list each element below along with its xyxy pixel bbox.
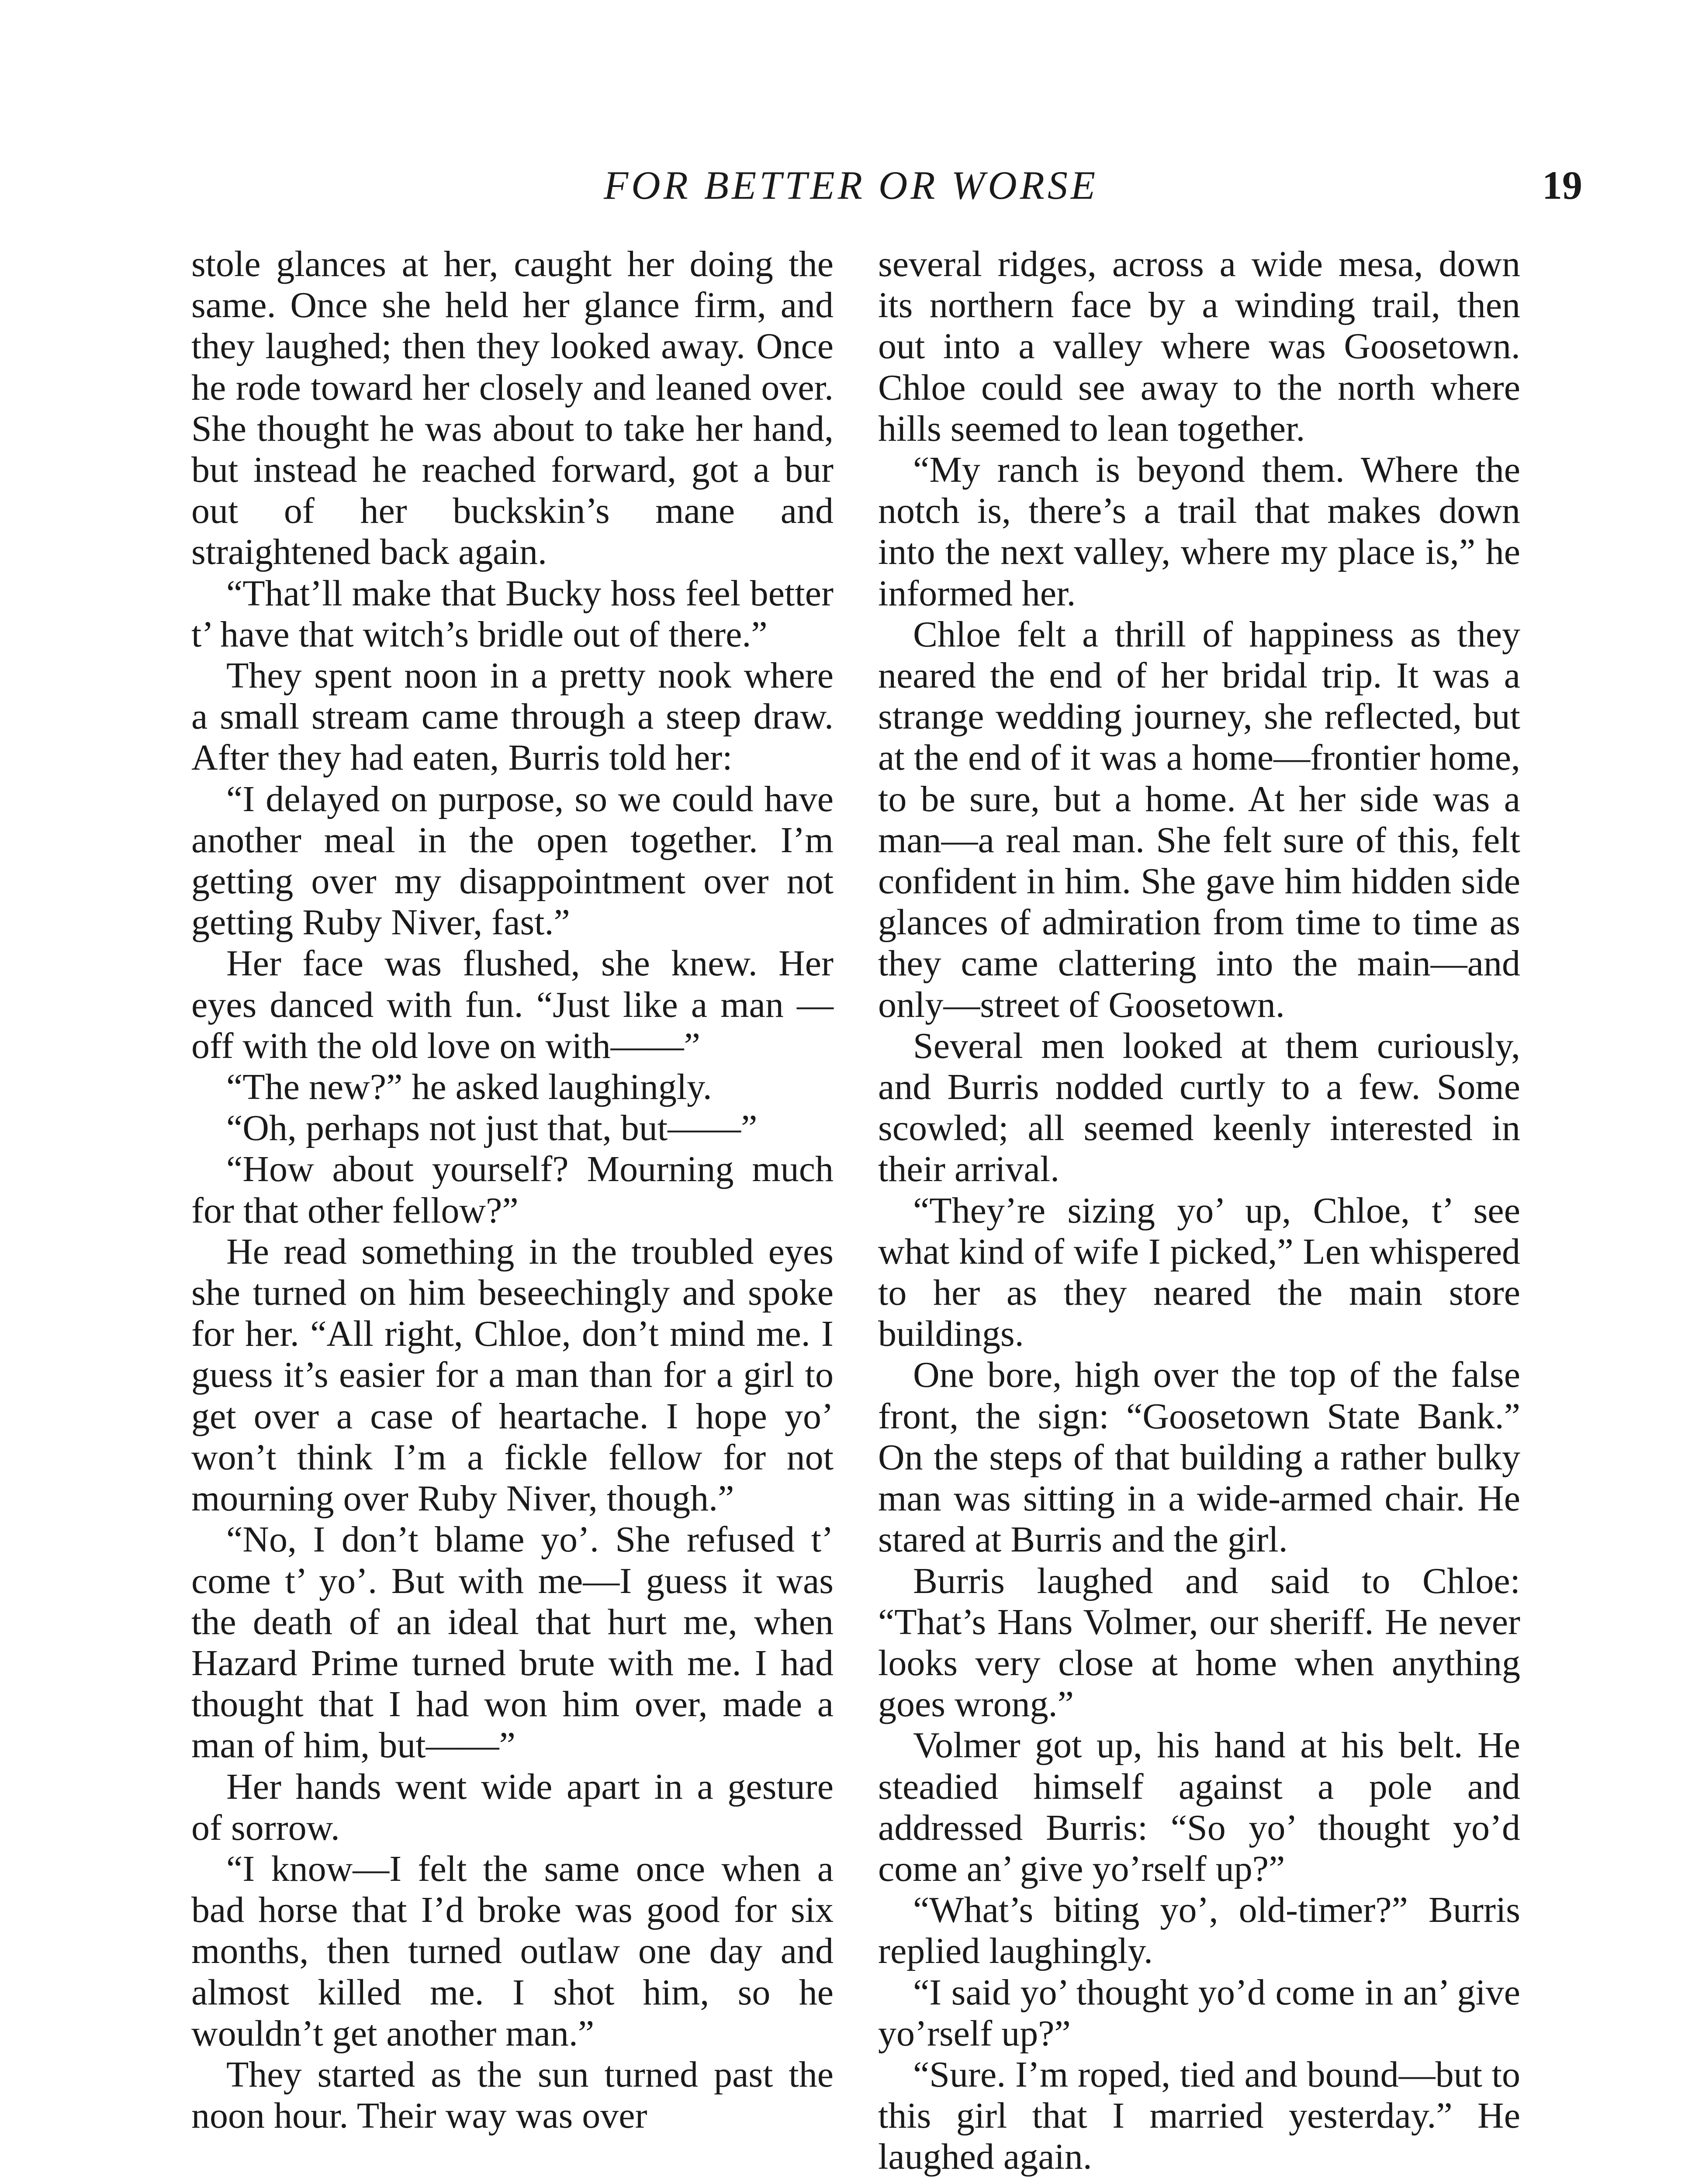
paragraph: “Oh, perhaps not just that, but——” (226, 1108, 758, 1149)
paragraph: “I know—I felt the same once when a bad horse that I’d broke was good for six months, then turned outlaw one day and almost killed me. I shot him, so he wouldn’t get another man.” (191, 1848, 834, 2054)
paragraph: several ridges, across a wide mesa, down its northern face by a winding trail, then out into a valley where was Goosetown. Chloe could see away to the north where hills seemed to lean together. (878, 244, 1520, 449)
paragraph: “They’re sizing yo’ up, Chloe, t’ see what kind of wife I picked,” Len whispered to her as they neared the main store buildings. (878, 1190, 1520, 1355)
paragraph: Her face was flushed, she knew. Her eyes danced with fun. “Just like a man —off with the old love on with——” (191, 943, 834, 1066)
paragraph: “The new?” he asked laughingly. (226, 1067, 712, 1108)
paragraph: “What’s biting yo’, old-timer?” Burris replied laughingly. (878, 1890, 1520, 1972)
paragraph: Several men looked at them curiously, and Burris nodded curtly to a few. Some scowled; all seemed keenly interested in their arrival. (878, 1025, 1520, 1190)
paragraph: “I delayed on purpose, so we could have another meal in the open together. I’m getting over my disappointment over not getting Ruby Niver, fast.” (191, 778, 834, 943)
paragraph: One bore, high over the top of the false front, the sign: “Goosetown State Bank.” On the steps of that building a rather bulky man was sitting in a wide-armed chair. He stared at Burris and the girl. (878, 1355, 1520, 1560)
right-text-column (878, 244, 1520, 2178)
paragraph: “No, I don’t blame yo’. She refused t’ come t’ yo’. But with me—I guess it was the death of an ideal that hurt me, when Hazard Prime turned brute with me. I had thought that I had won him over, made a man of him, but——” (191, 1519, 834, 1766)
paragraph: Burris laughed and said to Chloe: “That’s Hans Volmer, our sheriff. He never looks very close at home when anything goes wrong.” (878, 1560, 1520, 1725)
paragraph: “That’ll make that Bucky hoss feel better t’ have that witch’s bridle out of there.” (191, 573, 834, 655)
paragraph: He read something in the troubled eyes she turned on him beseechingly and spoke for her. “All right, Chloe, don’t mind me. I guess it’s easier for a man than for a girl to get over a case of heartache. I hope yo’ won’t think I’m a fickle fellow for not mourning over Ruby Niver, though.” (191, 1231, 834, 1519)
running-header-title: FOR BETTER OR WORSE (603, 163, 1099, 207)
paragraph: “Sure. I’m roped, tied and bound—but to this girl that I married yesterday.” He laughed again. (878, 2054, 1520, 2177)
paragraph: They spent noon in a pretty nook where a small stream came through a steep draw. After they had eaten, Burris told her: (191, 655, 834, 778)
paragraph: stole glances at her, caught her doing the same. Once she held her glance firm, and they laughed; then they looked away. Once he rode toward her closely and leaned over. She thought he was about to take her hand, but instead he reached forward, got a bur out of her buckskin’s mane and straightened back again. (191, 244, 834, 573)
left-text-column (191, 244, 834, 2136)
paragraph: “I said yo’ thought yo’d come in an’ give yo’rself up?” (878, 1972, 1520, 2054)
paragraph: Volmer got up, his hand at his belt. He steadied himself against a pole and addressed Burris: “So yo’ thought yo’d come an’ give yo’rself up?” (878, 1725, 1520, 1889)
paragraph: They started as the sun turned past the noon hour. Their way was over (191, 2054, 834, 2136)
paragraph: Chloe felt a thrill of happiness as they neared the end of her bridal trip. It was a strange wedding journey, she reflected, but at the end of it was a home—frontier home, to be sure, but a home. At her side was a man—a real man. She felt sure of this, felt confident in him. She gave him hidden side glances of admiration from time to time as they came clattering into the main—and only—street of Goosetown. (878, 614, 1520, 1025)
paragraph: Her hands went wide apart in a gesture of sorrow. (191, 1766, 834, 1848)
page-number: 19 (1542, 163, 1582, 207)
paragraph: “How about yourself? Mourning much for that other fellow?” (191, 1149, 834, 1231)
paragraph: “My ranch is beyond them. Where the notch is, there’s a trail that makes down into the next valley, where my place is,” he informed her. (878, 449, 1520, 614)
